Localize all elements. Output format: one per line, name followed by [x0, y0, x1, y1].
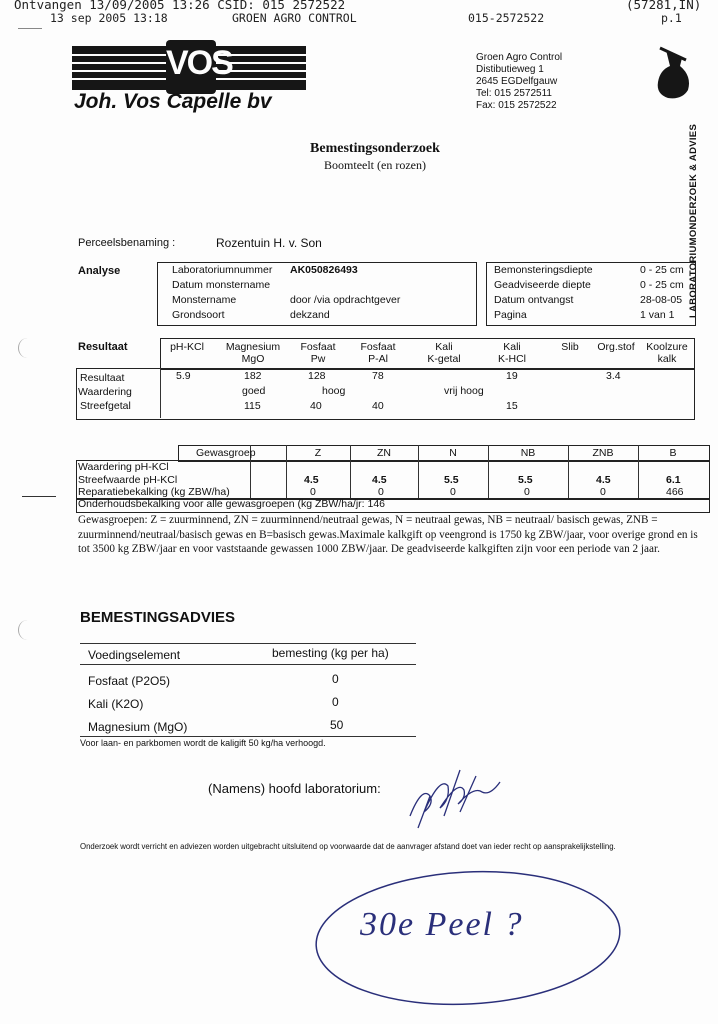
res-val-pw: 128 [308, 370, 326, 382]
punch-hole [18, 338, 37, 358]
flask-icon [652, 46, 696, 102]
monstername-label: Monstername [172, 294, 237, 306]
gewas-streef-n: 5.5 [444, 474, 459, 486]
grondsoort-label: Grondsoort [172, 309, 225, 321]
right-label-3: Pagina [494, 309, 527, 321]
gewas-group-z: Z [314, 447, 322, 459]
res-header-8: Koolzure kalk [646, 341, 688, 365]
fax-sender: GROEN AGRO CONTROL [232, 11, 357, 25]
resultaat-body-box [76, 368, 695, 420]
right-value-1: 0 - 25 cm [640, 279, 684, 291]
advies-title: BEMESTINGSADVIES [80, 609, 236, 626]
res-waard-kali: vrij hoog [444, 385, 484, 397]
company-logo [72, 46, 306, 90]
right-value-2: 28-08-05 [640, 294, 683, 306]
page-title: Bemestingsonderzoek [310, 141, 440, 156]
res-streef-khcl: 15 [506, 400, 518, 412]
gewas-streef-nb: 5.5 [518, 474, 533, 486]
advies-col-bemesting: bemesting (kg per ha) [272, 646, 389, 660]
gewas-group-b: B [669, 447, 677, 459]
analyse-label: Analyse [78, 265, 121, 277]
res-val-pal: 78 [372, 370, 384, 382]
page-subtitle: Boomteelt (en rozen) [324, 158, 426, 172]
lab-address: Groen Agro Control Distibutieweg 1 2645 EGDelfgauw Tel: 015 2572511 Fax: 015 2572522 [476, 52, 563, 111]
gewas-rep-n: 0 [450, 486, 456, 498]
right-value-3: 1 van 1 [640, 309, 675, 321]
advies-footnote: Voor laan- en parkbomen wordt de kaligift 50 kg/ha verhoogd. [80, 738, 326, 748]
fax-received-line: Ontvangen 13/09/2005 13:26 CSID: 015 2572522 [14, 0, 346, 12]
res-row-label-1: Waardering [78, 386, 132, 398]
res-header-5: Kali K-HCl [498, 341, 526, 365]
lab-nr-label: Laboratoriumnummer [172, 264, 273, 276]
res-header-1: Magnesium MgO [225, 341, 281, 365]
res-streef-mgo: 115 [244, 400, 261, 412]
gewas-rep-nb: 0 [524, 486, 530, 498]
fax-sent-date: 13 sep 2005 13:18 [50, 11, 168, 25]
gewas-group-zn: ZN [377, 447, 391, 459]
side-vertical-text: LABORATORIUMONDERZOEK & ADVIES [688, 123, 699, 318]
gewas-streef-znb: 4.5 [596, 474, 611, 486]
res-val-khcl: 19 [506, 370, 518, 382]
gewas-streef-b: 6.1 [666, 474, 681, 486]
signature-scribble [400, 756, 510, 836]
gewas-rep-z: 0 [310, 486, 316, 498]
gewas-onderhoud: Onderhoudsbekalking voor alle gewasgroepen (kg ZBW/ha/jr: 146 [78, 498, 386, 510]
punch-hole [18, 620, 37, 640]
advies-col-element: Voedingselement [88, 648, 181, 662]
res-header-0: pH-KCl [170, 341, 204, 353]
lab-nr-value: AK050826493 [290, 264, 358, 276]
perceel-value: Rozentuin H. v. Son [216, 236, 322, 250]
right-label-0: Bemonsteringsdiepte [494, 264, 593, 276]
fax-number: 015-2572522 [468, 11, 545, 25]
advies-row-name: Magnesium (MgO) [88, 720, 188, 734]
res-streef-pw: 40 [310, 400, 322, 412]
monstername-value: door /via opdrachtgever [290, 294, 401, 306]
res-val-mgo: 182 [244, 370, 262, 382]
res-header-4: Kali K-getal [427, 341, 461, 365]
gewas-group-n: N [449, 447, 457, 459]
resultaat-label: Resultaat [78, 341, 128, 353]
res-header-3: Fosfaat P-Al [360, 341, 396, 365]
res-waard-pw: hoog [322, 385, 346, 397]
disclaimer: Onderzoek wordt verricht en adviezen worden uitgebracht uitsluitend op voorwaarde dat de aanvrager afstand doet van ieder recht op aansprakelijkstelling. [80, 842, 616, 851]
res-row-label-2: Streefgetal [80, 400, 131, 412]
gewas-streef-z: 4.5 [304, 474, 319, 486]
res-val-orgstof: 3.4 [606, 370, 621, 382]
company-name: Joh. Vos Capelle bv [74, 90, 272, 113]
gewas-rep-zn: 0 [378, 486, 384, 498]
gewas-header-label: Gewasgroep [196, 447, 256, 459]
fax-page: p.1 [661, 11, 682, 25]
gewas-streef-zn: 4.5 [372, 474, 387, 486]
right-value-0: 0 - 25 cm [640, 264, 684, 276]
gewas-group-znb: ZNB [592, 447, 614, 459]
gewas-row-label-1: Streefwaarde pH-KCl [78, 474, 178, 486]
gewas-group-nb: NB [520, 447, 536, 459]
res-val-ph: 5.9 [176, 370, 191, 382]
res-waard-mgo: goed [242, 385, 266, 397]
right-label-2: Datum ontvangst [494, 294, 574, 306]
signature-label: (Namens) hoofd laboratorium: [208, 781, 381, 796]
gewas-rep-znb: 0 [600, 486, 606, 498]
advies-row-value: 0 [332, 695, 339, 709]
perceel-label: Perceelsbenaming : [78, 237, 176, 249]
gewas-row-label-0: Waardering pH-KCl [78, 461, 169, 473]
handwritten-note: 30e Peel ? [360, 906, 524, 943]
datum-label: Datum monstername [172, 279, 271, 291]
res-header-2: Fosfaat Pw [300, 341, 336, 365]
res-row-label-0: Resultaat [80, 372, 125, 384]
res-streef-pal: 40 [372, 400, 384, 412]
gewas-row-label-2: Reparatiebekalking (kg ZBW/ha) [78, 486, 230, 498]
gewas-rep-b: 466 [666, 486, 684, 498]
res-header-6: Slib [561, 341, 579, 353]
advies-row-value: 0 [332, 672, 339, 686]
res-header-7: Org.stof [597, 341, 635, 353]
advies-row-name: Kali (K2O) [88, 697, 144, 711]
advies-row-value: 50 [330, 718, 344, 732]
right-label-1: Geadviseerde diepte [494, 279, 591, 291]
grondsoort-value: dekzand [290, 309, 330, 321]
logo-text: VOS [166, 44, 232, 82]
fax-id: (57281,IN) [626, 0, 702, 12]
gewasgroepen-note: Gewasgroepen: Z = zuurminnend, ZN = zuurminnend/neutraal gewas, N = neutraal gewas, NB = neutraal/ basisch gewas, ZNB = zuurminnend/neutraal/basisch gewas en B=basisch gewas.Maximale kalkgift op veengrond is 1750 kg ZBW/jaar, voor overige grond en is tot 3500 kg ZBW/jaar en voor vaststaande gewassen 1000 ZBW/jaar. De geadviseerde kalkgiften zijn voor een periode van 2 jaar. [78, 514, 698, 555]
advies-row-name: Fosfaat (P2O5) [88, 674, 171, 688]
